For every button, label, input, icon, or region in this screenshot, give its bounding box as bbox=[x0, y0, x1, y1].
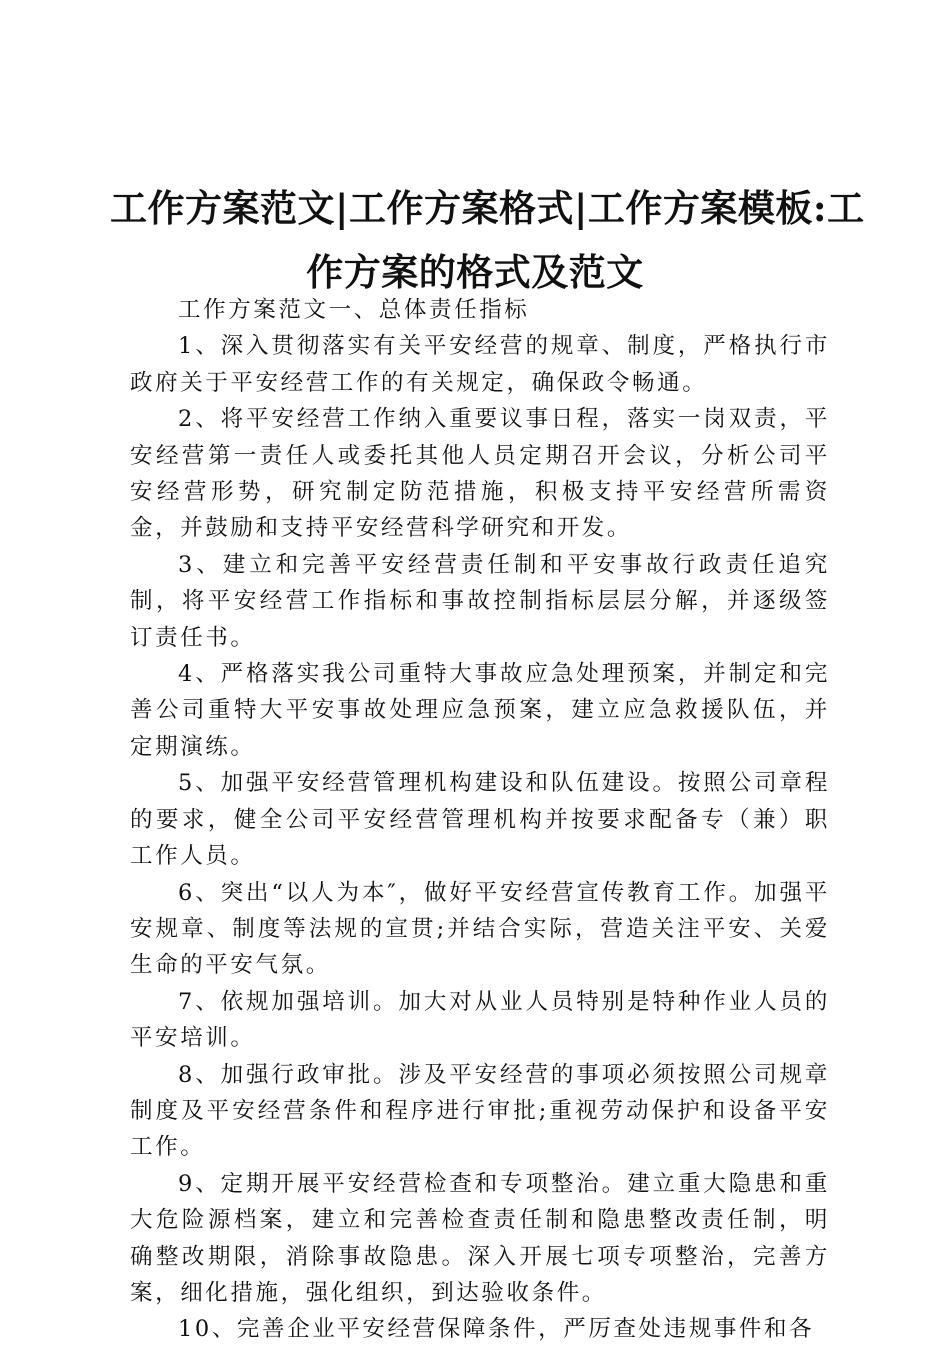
paragraph-item-9: 9、定期开展平安经营检查和专项整治。建立重大隐患和重大危险源档案，建立和完善检查责任制和隐患整改责任制，明确整改期限，消除事故隐患。深入开展七项专项整治，完善方案，细化措施，强化组织，到达验收条件。 bbox=[130, 1170, 830, 1306]
paragraph-item-8: 8、加强行政审批。涉及平安经营的事项必须按照公司规章制度及平安经营条件和程序进行审批;重视劳动保护和设备平安工作。 bbox=[130, 1061, 830, 1161]
paragraph-item-10: 10、完善企业平安经营保障条件，严厉查处违规事件和各 bbox=[178, 1316, 815, 1343]
document-title bbox=[110, 176, 865, 304]
paragraph-item-4: 4、严格落实我公司重特大事故应急处理预案，并制定和完善公司重特大平安事故处理应急预案，建立应急救援队伍，并定期演练。 bbox=[130, 661, 830, 760]
paragraph-item-1: 1、深入贯彻落实有关平安经营的规章、制度，严格执行市政府关于平安经营工作的有关规定，确保政令畅通。 bbox=[130, 333, 830, 396]
paragraph-item-3: 3、建立和完善平安经营责任制和平安事故行政责任追究制，将平安经营工作指标和事故控制指标层层分解，并逐级签订责任书。 bbox=[130, 551, 830, 651]
title-line-2: 作方案的格式及范文 bbox=[306, 250, 644, 294]
paragraph-heading: 工作方案范文一、总体责任指标 bbox=[178, 297, 530, 323]
paragraph-item-6: 6、突出“以人为本″，做好平安经营宣传教育工作。加强平安规章、制度等法规的宣贯;并结合实际，营造关注平安、关爱生命的平安气氛。 bbox=[130, 879, 830, 979]
paragraph-item-2: 2、将平安经营工作纳入重要议事日程，落实一岗双责，平安经营第一责任人或委托其他人员定期召开会议，分析公司平安经营形势，研究制定防范措施，积极支持平安经营所需资金，并鼓励和支持平安经营科学研究和开发。 bbox=[130, 406, 830, 542]
paragraph-item-5: 5、加强平安经营管理机构建设和队伍建设。按照公司章程的要求，健全公司平安经营管理机构并按要求配备专（兼）职工作人员。 bbox=[130, 770, 830, 870]
title-line-1: 工作方案范文|工作方案格式|工作方案模板:工 bbox=[110, 186, 865, 230]
document-body bbox=[130, 292, 830, 1348]
paragraph-item-7: 7、依规加强培训。加大对从业人员特别是特种作业人员的平安培训。 bbox=[130, 988, 830, 1052]
